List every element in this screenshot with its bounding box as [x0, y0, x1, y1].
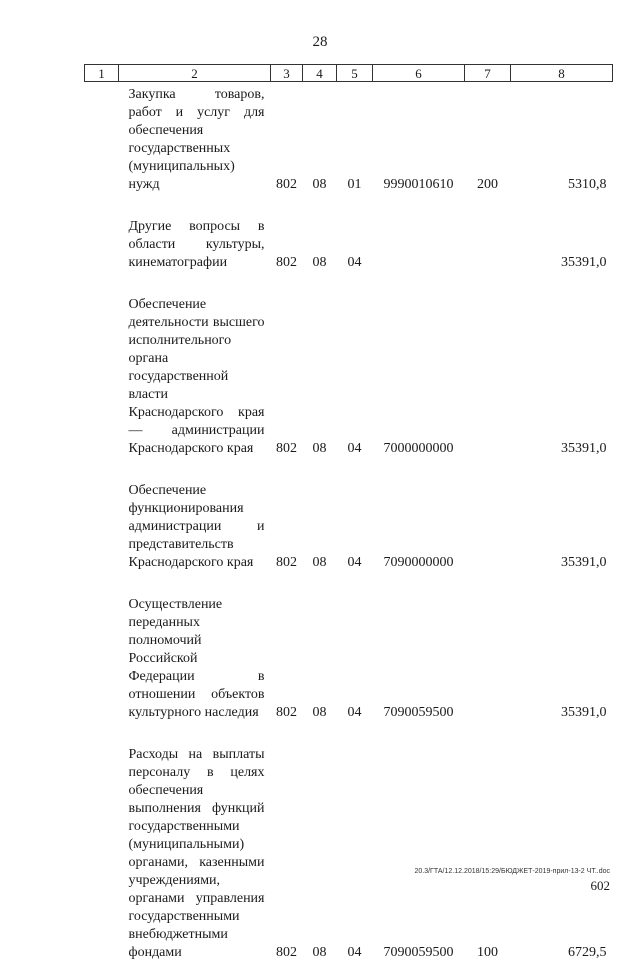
- row-col-4: 08: [312, 705, 327, 720]
- header-col-3: 3: [271, 65, 303, 82]
- budget-table: [84, 64, 613, 962]
- row-col-7: 100: [477, 945, 498, 960]
- footer-file-reference: 20.3/ГТА/12.12.2018/15:29/БЮДЖЕТ-2019-прил-13-2 ЧТ..doc: [414, 868, 610, 875]
- row-col-4: 08: [312, 945, 327, 960]
- row-description: Обеспечение функционирования администрации и представительств Краснодарского края: [128, 483, 265, 570]
- row-col-3: 802: [276, 945, 297, 960]
- row-col-4: 08: [312, 441, 327, 456]
- row-gap: [85, 458, 613, 482]
- row-description: Расходы на выплаты персоналу в целях обеспечения выполнения функций государственными (муниципальными) органами, казенными учреждениями, органами управления государственными внебюджетными фондами: [128, 747, 265, 960]
- row-description: Закупка товаров, работ и услуг для обеспечения государственных (муниципальных) нужд: [128, 87, 265, 192]
- row-col-7: [465, 596, 511, 722]
- row-col-7: 200: [477, 177, 498, 192]
- row-col-6: [373, 218, 465, 272]
- row-col-8: 5310,8: [568, 177, 607, 192]
- table-row: [85, 82, 613, 195]
- row-description: Осуществление переданных полномочий Российской Федерации в отношении объектов культурного наследия: [128, 597, 265, 720]
- row-col-7: [465, 482, 511, 572]
- row-col-6: 7090059500: [383, 705, 454, 720]
- row-col-3: 802: [276, 255, 297, 270]
- row-col-3: 802: [276, 441, 297, 456]
- table-row: [85, 596, 613, 722]
- header-row: [85, 65, 613, 82]
- row-col-5: 04: [347, 705, 362, 720]
- row-col-7: [465, 296, 511, 458]
- row-col-8: 35391,0: [561, 555, 607, 570]
- table-row: [85, 482, 613, 572]
- row-col-5: 04: [347, 555, 362, 570]
- footer-page-number: 602: [590, 878, 610, 893]
- header-col-8: 8: [511, 65, 613, 82]
- header-col-6: 6: [373, 65, 465, 82]
- row-col-8: 35391,0: [561, 705, 607, 720]
- header-col-4: 4: [303, 65, 337, 82]
- header-col-5: 5: [337, 65, 373, 82]
- row-description: Другие вопросы в области культуры, кинематографии: [128, 219, 265, 270]
- row-gap: [85, 722, 613, 746]
- row-description: Обеспечение деятельности высшего исполнительного органа государственной власти Краснодарского края — администрации Краснодарского края: [128, 297, 265, 456]
- header-col-2: 2: [119, 65, 271, 82]
- row-col-5: 01: [347, 177, 362, 192]
- header-col-7: 7: [465, 65, 511, 82]
- table-row: [85, 746, 613, 962]
- row-col-3: 802: [276, 705, 297, 720]
- row-col-8: 35391,0: [561, 255, 607, 270]
- row-col-4: 08: [312, 177, 327, 192]
- row-gap: [85, 572, 613, 596]
- row-col-8: 35391,0: [561, 441, 607, 456]
- header-col-1: 1: [85, 65, 119, 82]
- row-col-7: [465, 218, 511, 272]
- row-col-6: 7090059500: [383, 945, 454, 960]
- page-number: 28: [312, 34, 328, 50]
- table-row: [85, 296, 613, 458]
- row-col-8: 6729,5: [568, 945, 607, 960]
- row-col-4: 08: [312, 555, 327, 570]
- row-col-4: 08: [312, 255, 327, 270]
- row-col-3: 802: [276, 177, 297, 192]
- row-col-6: 9990010610: [383, 177, 454, 192]
- row-col-6: 7090000000: [383, 555, 454, 570]
- row-col-5: 04: [347, 945, 362, 960]
- row-gap: [85, 194, 613, 218]
- table-row: [85, 218, 613, 272]
- row-col-3: 802: [276, 555, 297, 570]
- row-gap: [85, 272, 613, 296]
- row-col-5: 04: [347, 255, 362, 270]
- row-col-5: 04: [347, 441, 362, 456]
- row-col-6: 7000000000: [383, 441, 454, 456]
